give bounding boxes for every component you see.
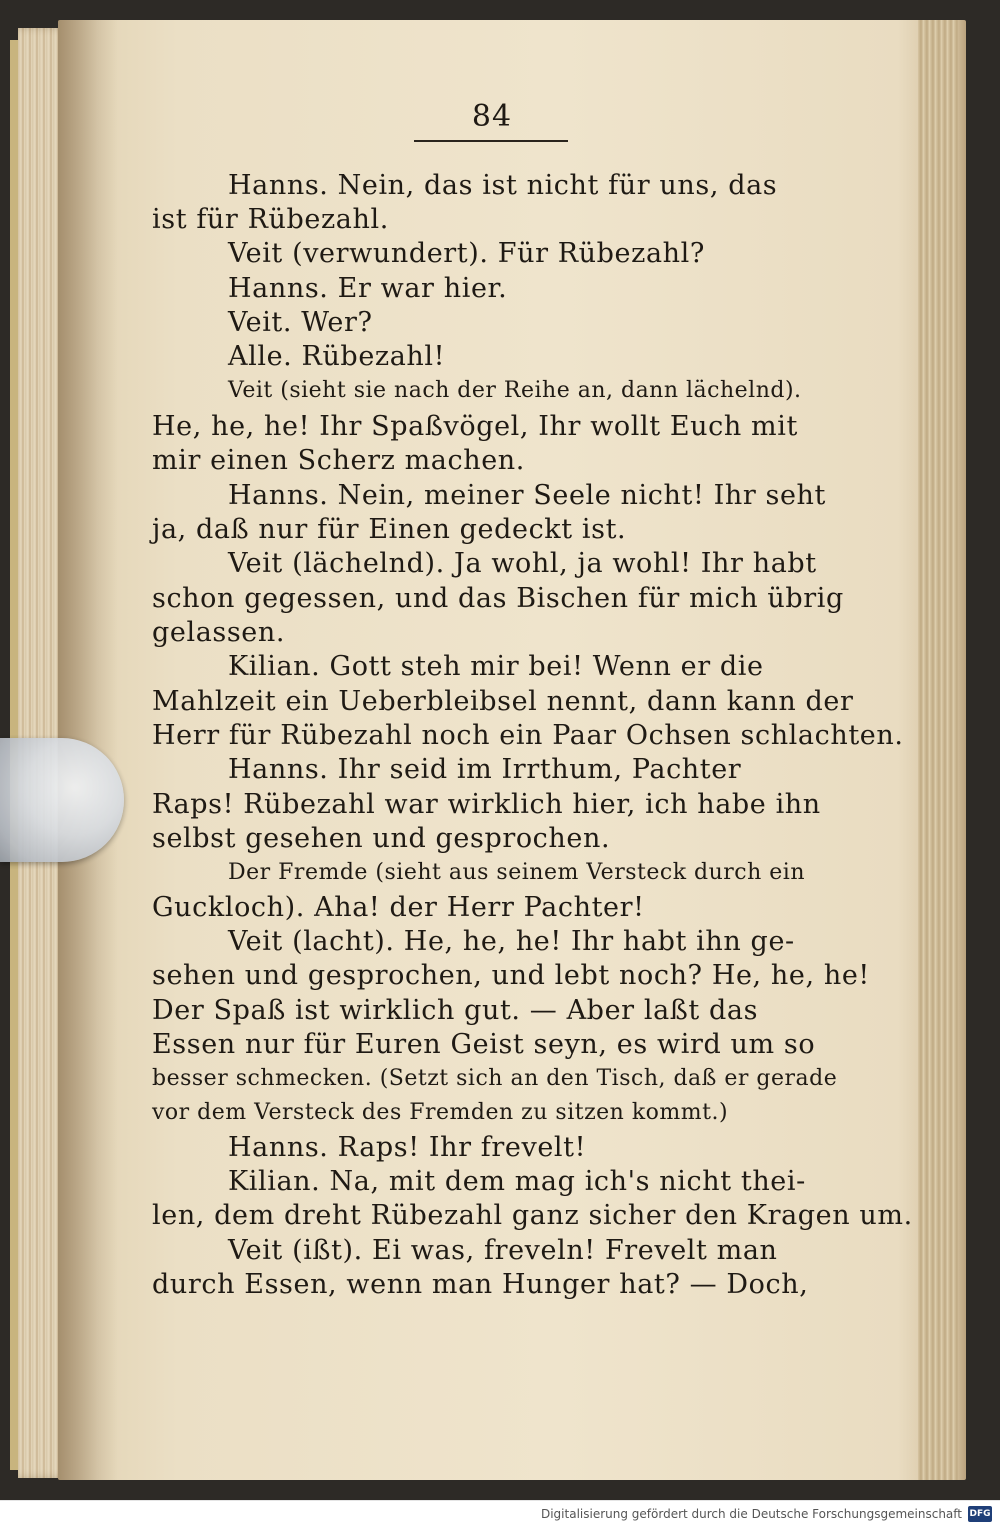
page-text xyxy=(152,0,913,1500)
text-line: Veit. Wer? xyxy=(228,307,373,338)
text-line: Herr für Rübezahl noch ein Paar Ochsen schlachten. xyxy=(152,720,904,751)
text-line: Veit (sieht sie nach der Reihe an, dann lächelnd). xyxy=(228,378,802,403)
text-line: ist für Rübezahl. xyxy=(152,204,389,235)
text-line: Veit (lächelnd). Ja wohl, ja wohl! Ihr habt xyxy=(228,548,817,579)
text-line: Hanns. Raps! Ihr frevelt! xyxy=(228,1132,587,1163)
page-number: 84 xyxy=(471,99,513,134)
text-line: Der Fremde (sieht aus seinem Versteck durch ein xyxy=(228,860,805,885)
page-number-rule xyxy=(414,140,568,142)
text-line: vor dem Versteck des Fremden zu sitzen kommt.) xyxy=(152,1100,729,1125)
text-line: Hanns. Er war hier. xyxy=(228,273,508,304)
dfg-logo: DFG xyxy=(968,1506,992,1522)
text-line: Veit (lacht). He, he, he! Ihr habt ihn ge- xyxy=(228,926,795,957)
text-line: Hanns. Nein, meiner Seele nicht! Ihr seht xyxy=(228,480,826,511)
text-line: Hanns. Ihr seid im Irrthum, Pachter xyxy=(228,754,742,785)
text-line: Raps! Rübezahl war wirklich hier, ich habe ihn xyxy=(152,789,821,820)
text-line: sehen und gesprochen, und lebt noch? He, he, he! xyxy=(152,960,870,991)
text-line: Veit (ißt). Ei was, freveln! Frevelt man xyxy=(228,1235,778,1266)
right-page-edges xyxy=(918,20,958,1480)
text-line: durch Essen, wenn man Hunger hat? — Doch, xyxy=(152,1269,809,1300)
text-line: Alle. Rübezahl! xyxy=(228,341,446,372)
text-line: mir einen Scherz machen. xyxy=(152,445,525,476)
text-line: Veit (verwundert). Für Rübezahl? xyxy=(228,238,705,269)
text-line: Der Spaß ist wirklich gut. — Aber laßt das xyxy=(152,995,759,1026)
text-line: ja, daß nur für Einen gedeckt ist. xyxy=(152,514,627,545)
text-line: gelassen. xyxy=(152,617,286,648)
text-line: Guckloch). Aha! der Herr Pachter! xyxy=(152,892,645,923)
text-line: Mahlzeit ein Ueberbleibsel nennt, dann kann der xyxy=(152,686,854,717)
funding-credit: Digitalisierung gefördert durch die Deutsche Forschungsgemeinschaft xyxy=(540,1507,962,1521)
text-line: Kilian. Gott steh mir bei! Wenn er die xyxy=(228,651,764,682)
text-line: Essen nur für Euren Geist seyn, es wird um so xyxy=(152,1029,816,1060)
scan-footer xyxy=(0,1500,1000,1527)
text-line: Kilian. Na, mit dem mag ich's nicht thei- xyxy=(228,1166,806,1197)
page-clip xyxy=(0,738,124,862)
text-line: len, dem dreht Rübezahl ganz sicher den Kragen um. xyxy=(152,1200,913,1231)
text-line: besser schmecken. (Setzt sich an den Tisch, daß er gerade xyxy=(152,1066,838,1091)
text-line: Hanns. Nein, das ist nicht für uns, das xyxy=(228,170,778,201)
text-line: He, he, he! Ihr Spaßvögel, Ihr wollt Euch mit xyxy=(152,411,798,442)
text-line: schon gegessen, und das Bischen für mich übrig xyxy=(152,583,844,614)
text-line: selbst gesehen und gesprochen. xyxy=(152,823,611,854)
